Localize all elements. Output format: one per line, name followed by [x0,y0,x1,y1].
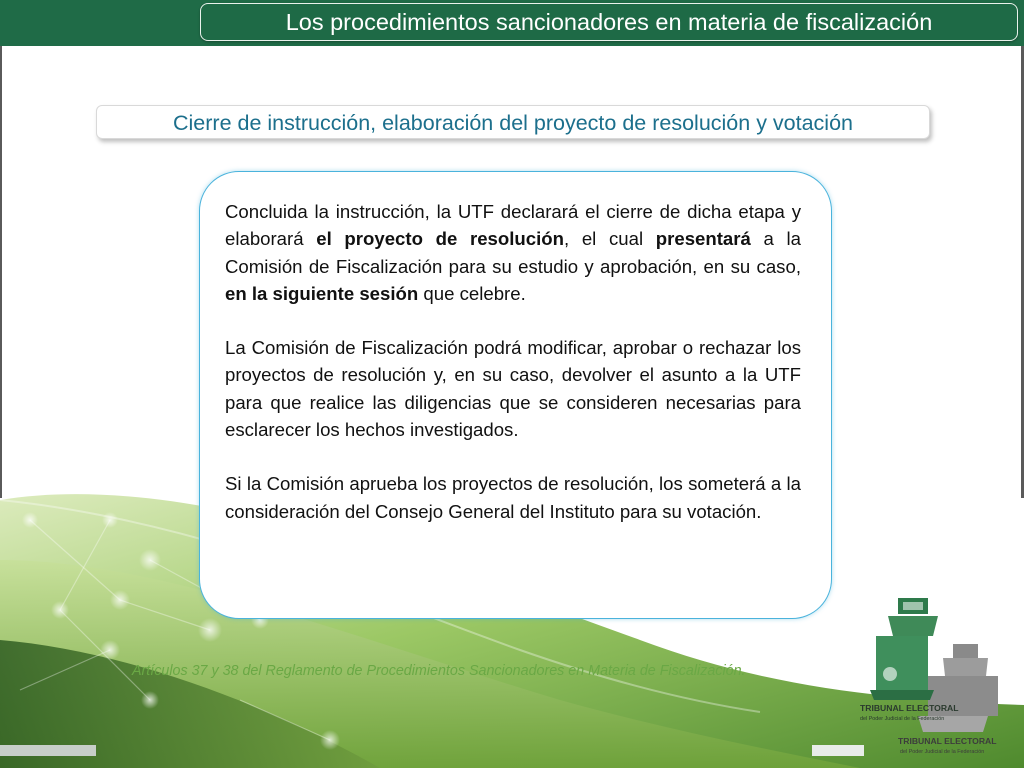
logo-subtext-front: del Poder Judicial de la Federación [860,716,945,722]
paragraph-3 [225,470,801,525]
bottom-left-bar [0,745,96,756]
footnote: Artículos 37 y 38 del Reglamento de Procedimientos Sancionadores en Materia de Fiscalización. [132,663,746,679]
paragraph-1-run-7: que celebre. [418,282,526,304]
paragraph-2 [225,334,801,443]
content-text [225,198,801,525]
content-box [199,171,832,619]
paragraph-1-run-6: en la siguiente sesión [225,282,419,304]
title-box [200,3,1018,41]
paragraph-1 [225,198,801,307]
paragraph-1-run-4: presentará [655,228,751,250]
paragraph-3-run-1: Si la Comisión aprueba los proyectos de resolución, los someterá a la consideración del Consejo General del Instituto para su votación. [225,473,801,522]
paragraph-1-run-2: el proyecto de resolución [316,228,564,250]
slide-subtitle: Cierre de instrucción, elaboración del proyecto de resolución y votación [172,111,853,135]
logo-text-back: TRIBUNAL ELECTORAL [898,736,997,746]
slide-title: Los procedimientos sancionadores en materia de fiscalización [285,9,933,35]
logo-text-front: TRIBUNAL ELECTORAL [860,703,959,713]
bottom-right-bar [812,745,864,756]
logo-subtext-back: del Poder Judicial de la Federación [900,749,985,755]
paragraph-1-run-1: Concluida la instrucción, la UTF declarará el cierre de dicha etapa y elaborará [225,201,801,250]
paragraph-1-run-5: a la Comisión de Fiscalización para su estudio y aprobación, en su caso, [225,228,802,277]
subtitle-box [96,105,930,139]
tribunal-electoral-logo [858,596,1008,766]
paragraph-1-run-3: , el cual [564,228,656,250]
frame-left-border [0,46,2,498]
paragraph-2-run-1: La Comisión de Fiscalización podrá modificar, aprobar o rechazar los proyectos de resolución y, en su caso, devolver el asunto a la UTF para que realice las diligencias que se consideren necesarias para esclarecer los hechos investigados. [225,337,801,441]
